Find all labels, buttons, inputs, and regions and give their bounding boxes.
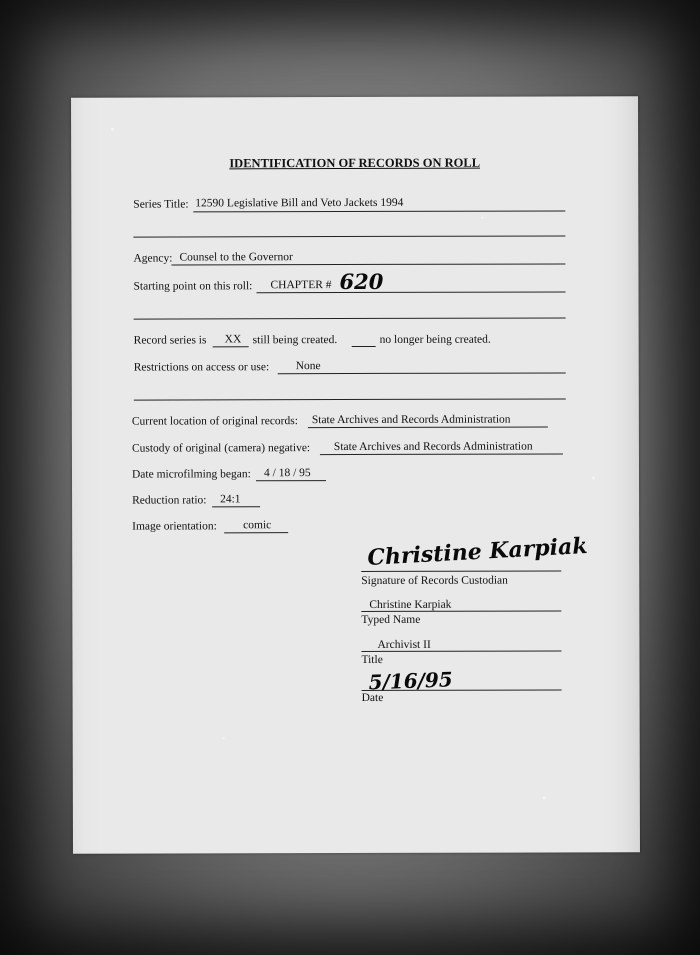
orientation-line <box>224 532 288 533</box>
signature-line <box>361 570 561 572</box>
no-longer-label: no longer being created. <box>379 333 491 346</box>
series-title-line-2 <box>133 235 565 237</box>
record-series-mark: XX <box>224 333 242 346</box>
title-value: Archivist II <box>377 638 431 651</box>
starting-point-label: Starting point on this roll: <box>133 280 253 293</box>
agency-label: Agency: <box>133 252 173 265</box>
starting-point-value: CHAPTER # <box>270 279 332 292</box>
starting-point-line-2 <box>134 317 566 319</box>
restrictions-label: Restrictions on access or use: <box>133 361 270 374</box>
dust-speck <box>543 797 546 800</box>
date-line <box>362 689 562 691</box>
date-began-label: Date microfilming began: <box>131 468 251 481</box>
reduction-label: Reduction ratio: <box>132 494 207 507</box>
record-series-nolonger-line <box>352 346 376 347</box>
typed-name-label: Typed Name <box>361 613 421 626</box>
records-form-page <box>71 96 640 853</box>
dust-speck <box>481 217 483 219</box>
title-label: Title <box>361 653 383 666</box>
custody-value: State Archives and Records Administration <box>333 440 533 454</box>
custody-label: Custody of original (camera) negative: <box>131 442 311 455</box>
still-created-label: still being created. <box>252 334 338 347</box>
series-title-label: Series Title: <box>133 198 189 211</box>
record-series-still-line <box>213 346 249 347</box>
series-title-line <box>193 210 565 212</box>
starting-point-handwritten: 620 <box>339 268 384 295</box>
orientation-label: Image orientation: <box>132 520 217 533</box>
reduction-value: 24:1 <box>220 493 241 506</box>
typed-name-line <box>361 610 561 612</box>
series-title-value: 12590 Legislative Bill and Veto Jackets 1994 <box>195 196 404 210</box>
form-title: IDENTIFICATION OF RECORDS ON ROLL <box>229 155 481 171</box>
title-line <box>361 650 561 652</box>
custody-line <box>320 453 563 455</box>
typed-name-value: Christine Karpiak <box>369 598 452 611</box>
dust-speck <box>592 476 595 479</box>
restrictions-value: None <box>295 360 321 373</box>
agency-value: Counsel to the Governor <box>179 251 293 264</box>
location-line <box>308 426 548 428</box>
reduction-line <box>212 506 260 507</box>
agency-line <box>171 263 565 265</box>
signature-label: Signature of Records Custodian <box>361 574 508 587</box>
orientation-value: comic <box>243 519 272 532</box>
date-handwritten: 5/16/95 <box>368 667 454 695</box>
date-began-value: 4 / 18 / 95 <box>263 467 311 480</box>
restrictions-line-2 <box>134 398 566 400</box>
date-began-line <box>256 480 326 481</box>
starting-point-line <box>257 291 566 293</box>
custodian-signature: Christine Karpiak <box>366 532 589 571</box>
record-series-label: Record series is <box>133 334 207 347</box>
dust-speck <box>111 128 114 131</box>
restrictions-line <box>278 372 566 374</box>
location-value: State Archives and Records Administration <box>311 413 511 427</box>
dust-speck <box>223 737 225 739</box>
date-label: Date <box>361 691 384 704</box>
location-label: Current location of original records: <box>131 415 298 428</box>
